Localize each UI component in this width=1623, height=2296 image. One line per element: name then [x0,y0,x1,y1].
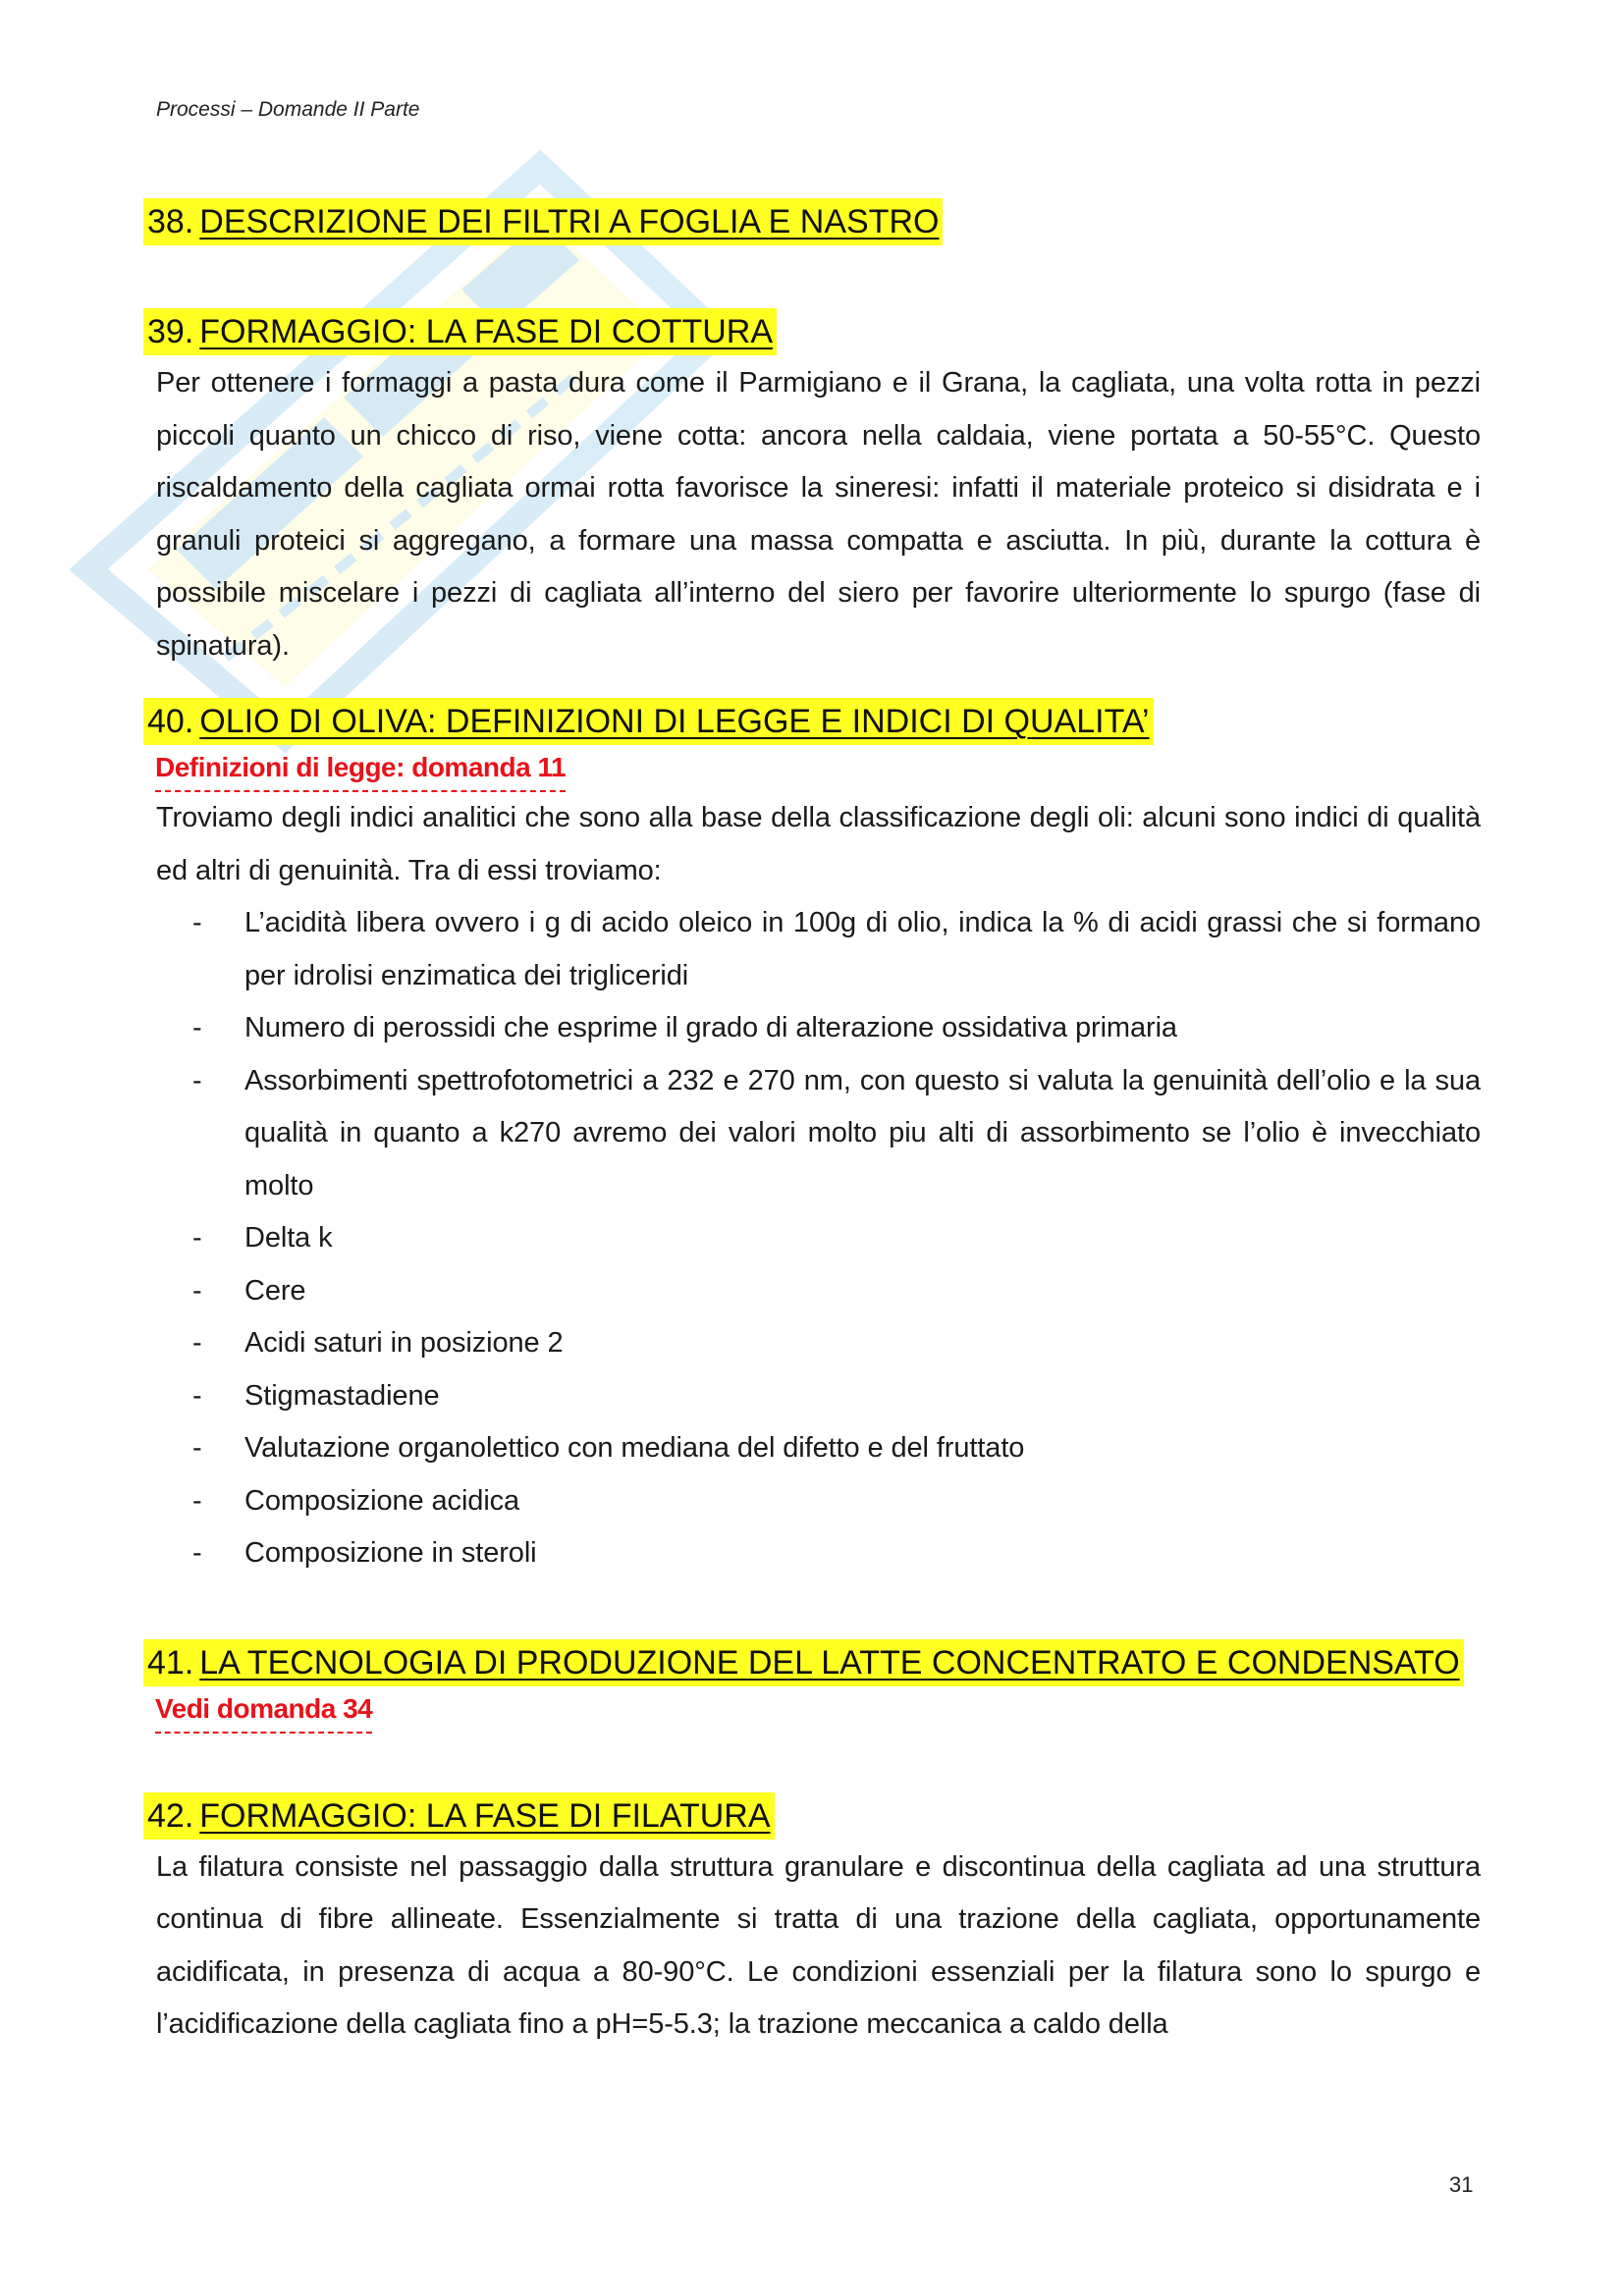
section-40 [145,698,1481,1580]
list-item: - Acidi saturi in posizione 2 [192,1327,564,1359]
page-content [145,187,1481,2052]
section-42 [145,1792,1481,2052]
section-39-heading: 39. FORMAGGIO: LA FASE DI COTTURA [143,308,777,355]
section-41 [145,1639,1481,1734]
list-item: - Composizione in steroli [192,1537,537,1569]
section-42-heading: 42. FORMAGGIO: LA FASE DI FILATURA [143,1792,775,1840]
section-39 [145,308,1481,672]
list-item: - Assorbimenti spettrofotometrici a 232 e 270 nm, con questo si valuta la genuinità dell’olio e la sua qualità in quanto a k270 avremo dei valori molto piu alti di assorbimento se l’olio è invecchiato molto [192,1064,1481,1201]
running-header: Processi – Domande II Parte [156,98,420,121]
list-item: - Numero di perossidi che esprime il grado di alterazione ossidativa primaria [192,1012,1177,1043]
section-40-heading: 40. OLIO DI OLIVA: DEFINIZIONI DI LEGGE E INDICI DI QUALITA’ [143,698,1154,745]
list-item: - Valutazione organolettico con mediana del difetto e del fruttato [192,1432,1025,1464]
section-38-heading: 38. DESCRIZIONE DEI FILTRI A FOGLIA E NASTRO [143,198,943,245]
section-40-reference-link[interactable]: Definizioni di legge: domanda 11 [155,745,566,792]
list-item: - Cere [192,1274,306,1307]
list-item: - Delta k [192,1222,333,1254]
list-item: - Stigmastadiene [192,1379,440,1412]
section-40-intro: Troviamo degli indici analitici che sono alla base della classificazione degli oli: alcuni sono indici di qualità ed altri di genuinità. Tra di essi troviamo: [156,802,1481,886]
section-41-heading: 41. LA TECNOLOGIA DI PRODUZIONE DEL LATTE CONCENTRATO E CONDENSATO [143,1639,1464,1686]
section-39-body: Per ottenere i formaggi a pasta dura come il Parmigiano e il Grana, la cagliata, una volta rotta in pezzi piccoli quanto un chicco di riso, viene cotta: ancora nella caldaia, viene portata a 50-55°C. Questo riscaldamento della cagliata ormai rotta favorisce la sineresi: infatti il materiale proteico si disidrata e i granuli proteici si aggregano, a formare una massa compatta e asciutta. In più, durante la cottura è possibile miscelare i pezzi di cagliata all’interno del siero per favorire ulteriormente lo spurgo (fase di spinatura). [156,367,1481,662]
quality-index-list [145,897,1481,1580]
section-41-reference-link[interactable]: Vedi domanda 34 [155,1686,372,1734]
list-item: - L’acidità libera ovvero i g di acido oleico in 100g di olio, indica la % di acidi grassi che si formano per idrolisi enzimatica dei trigliceridi [192,907,1481,991]
section-42-body: La filatura consiste nel passaggio dalla struttura granulare e discontinua della cagliata ad una struttura continua di fibre allineate. Essenzialmente si tratta di una trazione della cagliata, opportunamente acidificata, in presenza di acqua a 80-90°C. Le condizioni essenziali per la filatura sono lo spurgo e l’acidificazione della cagliata fino a pH=5-5.3; la trazione meccanica a caldo della [156,1850,1481,2040]
section-38 [145,198,1481,245]
list-item: - Composizione acidica [192,1484,520,1517]
page-number: 31 [1449,2172,1474,2197]
